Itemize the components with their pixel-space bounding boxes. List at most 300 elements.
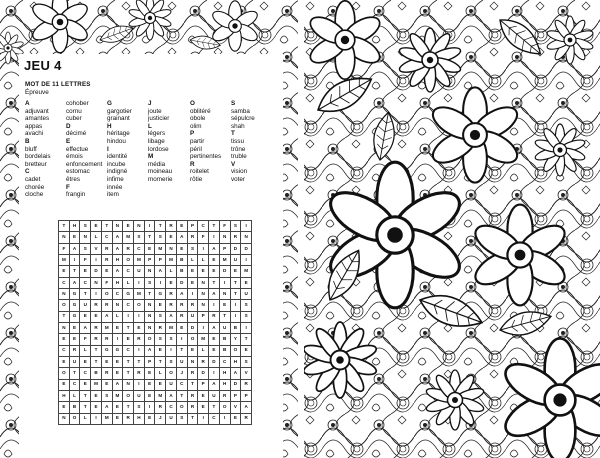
grid-cell[interactable]: R	[241, 379, 252, 390]
grid-cell[interactable]: E	[187, 266, 198, 277]
grid-cell[interactable]: C	[123, 345, 134, 356]
grid-cell[interactable]: T	[80, 402, 91, 413]
grid-cell[interactable]: E	[144, 379, 155, 390]
grid-cell[interactable]: R	[134, 334, 145, 345]
grid-cell[interactable]: E	[230, 413, 241, 424]
grid-cell[interactable]: N	[144, 322, 155, 333]
grid-cell[interactable]: I	[69, 254, 80, 265]
grid-cell[interactable]: E	[241, 345, 252, 356]
grid-cell[interactable]: O	[144, 334, 155, 345]
grid-cell[interactable]: C	[176, 379, 187, 390]
grid-cell[interactable]: A	[112, 379, 123, 390]
grid-cell[interactable]: I	[209, 232, 220, 243]
grid-cell[interactable]: L	[80, 413, 91, 424]
grid-cell[interactable]: M	[112, 390, 123, 401]
grid-cell[interactable]: I	[219, 413, 230, 424]
grid-cell[interactable]: U	[219, 322, 230, 333]
grid-cell[interactable]: D	[230, 243, 241, 254]
grid-cell[interactable]: R	[198, 356, 209, 367]
grid-cell[interactable]: T	[230, 277, 241, 288]
grid-cell[interactable]: F	[80, 254, 91, 265]
grid-cell[interactable]: I	[198, 413, 209, 424]
grid-cell[interactable]: G	[155, 288, 166, 299]
grid-cell[interactable]: E	[198, 390, 209, 401]
grid-cell[interactable]: L	[166, 266, 177, 277]
grid-cell[interactable]: E	[144, 413, 155, 424]
grid-cell[interactable]: N	[144, 311, 155, 322]
grid-cell[interactable]: F	[198, 232, 209, 243]
grid-cell[interactable]: T	[219, 311, 230, 322]
grid-cell[interactable]: N	[198, 277, 209, 288]
grid-cell[interactable]: G	[123, 288, 134, 299]
grid-cell[interactable]: A	[166, 311, 177, 322]
grid-cell[interactable]: L	[198, 254, 209, 265]
grid-cell[interactable]: N	[134, 221, 145, 232]
grid-cell[interactable]: T	[123, 368, 134, 379]
grid-cell[interactable]: I	[219, 277, 230, 288]
grid-cell[interactable]: E	[80, 311, 91, 322]
grid-cell[interactable]: S	[230, 221, 241, 232]
grid-cell[interactable]: O	[176, 402, 187, 413]
grid-cell[interactable]: T	[91, 345, 102, 356]
grid-cell[interactable]: E	[91, 402, 102, 413]
grid-cell[interactable]: U	[166, 379, 177, 390]
grid-cell[interactable]: A	[69, 243, 80, 254]
grid-cell[interactable]: T	[209, 402, 220, 413]
grid-cell[interactable]: E	[69, 232, 80, 243]
grid-cell[interactable]: I	[230, 300, 241, 311]
grid-cell[interactable]: N	[144, 266, 155, 277]
grid-cell[interactable]: O	[187, 334, 198, 345]
grid-cell[interactable]: S	[144, 277, 155, 288]
grid-cell[interactable]: I	[91, 413, 102, 424]
grid-cell[interactable]: E	[209, 266, 220, 277]
grid-cell[interactable]: T	[209, 277, 220, 288]
grid-cell[interactable]: C	[112, 288, 123, 299]
grid-cell[interactable]: R	[187, 300, 198, 311]
grid-cell[interactable]: N	[166, 243, 177, 254]
grid-cell[interactable]: C	[80, 368, 91, 379]
grid-cell[interactable]: U	[166, 413, 177, 424]
grid-cell[interactable]: E	[123, 221, 134, 232]
grid-cell[interactable]: M	[123, 232, 134, 243]
grid-cell[interactable]: T	[123, 322, 134, 333]
grid-cell[interactable]: C	[59, 277, 70, 288]
grid-cell[interactable]: I	[144, 402, 155, 413]
grid-cell[interactable]: M	[166, 322, 177, 333]
grid-cell[interactable]: A	[230, 368, 241, 379]
grid-cell[interactable]: R	[176, 311, 187, 322]
grid-cell[interactable]: P	[241, 390, 252, 401]
grid-cell[interactable]: N	[112, 300, 123, 311]
grid-cell[interactable]: S	[166, 356, 177, 367]
grid-cell[interactable]: U	[134, 390, 145, 401]
grid-cell[interactable]: S	[241, 356, 252, 367]
grid-cell[interactable]: H	[219, 368, 230, 379]
grid-cell[interactable]: E	[80, 356, 91, 367]
grid-cell[interactable]: T	[80, 390, 91, 401]
grid-cell[interactable]: E	[69, 334, 80, 345]
grid-cell[interactable]: O	[69, 413, 80, 424]
grid-cell[interactable]: A	[209, 243, 220, 254]
grid-cell[interactable]: I	[241, 322, 252, 333]
grid-cell[interactable]: N	[59, 232, 70, 243]
grid-cell[interactable]: A	[176, 288, 187, 299]
grid-cell[interactable]: T	[134, 356, 145, 367]
grid-cell[interactable]: N	[198, 288, 209, 299]
grid-cell[interactable]: T	[144, 288, 155, 299]
grid-cell[interactable]: S	[155, 311, 166, 322]
grid-cell[interactable]: E	[59, 402, 70, 413]
grid-cell[interactable]: R	[187, 402, 198, 413]
grid-cell[interactable]: R	[123, 243, 134, 254]
grid-cell[interactable]: M	[241, 266, 252, 277]
grid-cell[interactable]: E	[112, 322, 123, 333]
grid-cell[interactable]: R	[91, 300, 102, 311]
grid-cell[interactable]: S	[134, 402, 145, 413]
grid-cell[interactable]: P	[198, 379, 209, 390]
grid-cell[interactable]: E	[59, 334, 70, 345]
grid-cell[interactable]: E	[101, 356, 112, 367]
grid-cell[interactable]: T	[230, 288, 241, 299]
grid-cell[interactable]: T	[80, 288, 91, 299]
grid-cell[interactable]: R	[166, 288, 177, 299]
grid-cell[interactable]: A	[69, 277, 80, 288]
grid-cell[interactable]: V	[241, 368, 252, 379]
grid-cell[interactable]: U	[134, 266, 145, 277]
grid-cell[interactable]: L	[112, 311, 123, 322]
grid-cell[interactable]: O	[219, 402, 230, 413]
grid-cell[interactable]: M	[155, 390, 166, 401]
grid-cell[interactable]: T	[155, 221, 166, 232]
grid-cell[interactable]: I	[187, 288, 198, 299]
grid-cell[interactable]: E	[187, 277, 198, 288]
grid-cell[interactable]: B	[176, 266, 187, 277]
grid-cell[interactable]: R	[123, 413, 134, 424]
grid-cell[interactable]: R	[101, 243, 112, 254]
grid-cell[interactable]: O	[101, 288, 112, 299]
grid-cell[interactable]: H	[112, 254, 123, 265]
grid-cell[interactable]: P	[155, 254, 166, 265]
grid-cell[interactable]: L	[123, 277, 134, 288]
grid-cell[interactable]: N	[59, 288, 70, 299]
grid-cell[interactable]: R	[241, 413, 252, 424]
grid-cell[interactable]: T	[144, 232, 155, 243]
grid-cell[interactable]: A	[209, 288, 220, 299]
grid-cell[interactable]: P	[144, 254, 155, 265]
grid-cell[interactable]: R	[101, 300, 112, 311]
grid-cell[interactable]: T	[187, 413, 198, 424]
grid-cell[interactable]: R	[69, 345, 80, 356]
grid-cell[interactable]: A	[166, 390, 177, 401]
grid-cell[interactable]: I	[134, 379, 145, 390]
grid-cell[interactable]: I	[123, 311, 134, 322]
grid-cell[interactable]: M	[134, 288, 145, 299]
grid-cell[interactable]: I	[198, 243, 209, 254]
grid-cell[interactable]: L	[155, 368, 166, 379]
grid-cell[interactable]: N	[80, 232, 91, 243]
grid-cell[interactable]: V	[230, 402, 241, 413]
grid-cell[interactable]: E	[80, 379, 91, 390]
grid-cell[interactable]: N	[144, 300, 155, 311]
grid-cell[interactable]: I	[91, 288, 102, 299]
grid-cell[interactable]: S	[241, 311, 252, 322]
grid-cell[interactable]: E	[209, 334, 220, 345]
grid-cell[interactable]: S	[101, 390, 112, 401]
grid-cell[interactable]: H	[59, 390, 70, 401]
grid-cell[interactable]: E	[176, 221, 187, 232]
grid-cell[interactable]: D	[230, 379, 241, 390]
grid-cell[interactable]: V	[91, 243, 102, 254]
grid-cell[interactable]: C	[59, 345, 70, 356]
grid-cell[interactable]: I	[209, 300, 220, 311]
grid-cell[interactable]: R	[187, 368, 198, 379]
grid-cell[interactable]: I	[241, 221, 252, 232]
grid-cell[interactable]: I	[230, 311, 241, 322]
grid-cell[interactable]: E	[144, 243, 155, 254]
grid-cell[interactable]: D	[91, 266, 102, 277]
grid-cell[interactable]: T	[69, 266, 80, 277]
grid-cell[interactable]: E	[91, 390, 102, 401]
grid-cell[interactable]: O	[134, 300, 145, 311]
grid-cell[interactable]: T	[187, 379, 198, 390]
grid-cell[interactable]: M	[219, 254, 230, 265]
grid-cell[interactable]: H	[69, 221, 80, 232]
grid-cell[interactable]: T	[91, 356, 102, 367]
grid-cell[interactable]: R	[101, 254, 112, 265]
grid-cell[interactable]: A	[209, 379, 220, 390]
grid-cell[interactable]: D	[241, 243, 252, 254]
grid-cell[interactable]: A	[176, 232, 187, 243]
grid-cell[interactable]: I	[176, 334, 187, 345]
grid-cell[interactable]: F	[80, 334, 91, 345]
grid-cell[interactable]: C	[134, 243, 145, 254]
grid-cell[interactable]: C	[80, 277, 91, 288]
grid-cell[interactable]: E	[241, 277, 252, 288]
grid-cell[interactable]: A	[80, 322, 91, 333]
grid-cell[interactable]: O	[166, 368, 177, 379]
grid-cell[interactable]: E	[112, 368, 123, 379]
grid-cell[interactable]: N	[112, 221, 123, 232]
grid-cell[interactable]: E	[69, 322, 80, 333]
grid-cell[interactable]: T	[209, 221, 220, 232]
grid-cell[interactable]: A	[144, 345, 155, 356]
grid-cell[interactable]: L	[91, 232, 102, 243]
grid-cell[interactable]: E	[80, 266, 91, 277]
grid-cell[interactable]: H	[219, 379, 230, 390]
grid-cell[interactable]: N	[59, 322, 70, 333]
grid-cell[interactable]: R	[91, 322, 102, 333]
grid-cell[interactable]: G	[69, 311, 80, 322]
grid-cell[interactable]: M	[91, 379, 102, 390]
grid-cell[interactable]: E	[209, 345, 220, 356]
grid-cell[interactable]: I	[134, 277, 145, 288]
grid-cell[interactable]: E	[198, 402, 209, 413]
grid-cell[interactable]: S	[80, 221, 91, 232]
grid-cell[interactable]: E	[144, 390, 155, 401]
grid-cell[interactable]: T	[155, 356, 166, 367]
grid-cell[interactable]: U	[230, 254, 241, 265]
grid-cell[interactable]: N	[187, 356, 198, 367]
grid-cell[interactable]: H	[230, 356, 241, 367]
grid-cell[interactable]: P	[219, 243, 230, 254]
grid-cell[interactable]: S	[80, 243, 91, 254]
grid-cell[interactable]: E	[59, 356, 70, 367]
grid-cell[interactable]: R	[101, 334, 112, 345]
grid-cell[interactable]: O	[123, 390, 134, 401]
grid-cell[interactable]: E	[198, 266, 209, 277]
grid-cell[interactable]: E	[155, 345, 166, 356]
grid-cell[interactable]: R	[230, 232, 241, 243]
grid-cell[interactable]: I	[155, 277, 166, 288]
grid-cell[interactable]: C	[198, 221, 209, 232]
grid-cell[interactable]: C	[209, 413, 220, 424]
grid-cell[interactable]: T	[69, 368, 80, 379]
grid-cell[interactable]: S	[166, 334, 177, 345]
grid-cell[interactable]: I	[134, 311, 145, 322]
grid-cell[interactable]: E	[230, 266, 241, 277]
grid-cell[interactable]: S	[241, 300, 252, 311]
grid-cell[interactable]: E	[155, 379, 166, 390]
grid-cell[interactable]: I	[134, 345, 145, 356]
grid-cell[interactable]: I	[91, 254, 102, 265]
grid-cell[interactable]: A	[155, 266, 166, 277]
grid-cell[interactable]: R	[209, 311, 220, 322]
grid-cell[interactable]: N	[219, 232, 230, 243]
grid-cell[interactable]: B	[69, 402, 80, 413]
grid-cell[interactable]: L	[80, 345, 91, 356]
grid-cell[interactable]: E	[166, 232, 177, 243]
grid-cell[interactable]: L	[69, 390, 80, 401]
grid-cell[interactable]: O	[59, 368, 70, 379]
grid-cell[interactable]: E	[176, 243, 187, 254]
grid-cell[interactable]: M	[198, 334, 209, 345]
grid-cell[interactable]: B	[176, 254, 187, 265]
grid-cell[interactable]: C	[123, 266, 134, 277]
grid-cell[interactable]: O	[230, 345, 241, 356]
grid-cell[interactable]: A	[112, 266, 123, 277]
grid-cell[interactable]: Y	[230, 334, 241, 345]
grid-cell[interactable]: L	[198, 345, 209, 356]
grid-cell[interactable]: E	[144, 368, 155, 379]
grid-cell[interactable]: B	[230, 322, 241, 333]
grid-cell[interactable]: S	[176, 413, 187, 424]
grid-cell[interactable]: P	[230, 390, 241, 401]
grid-cell[interactable]: U	[176, 356, 187, 367]
grid-cell[interactable]: N	[241, 232, 252, 243]
grid-cell[interactable]: M	[101, 413, 112, 424]
grid-cell[interactable]: F	[101, 277, 112, 288]
grid-cell[interactable]: E	[155, 300, 166, 311]
grid-cell[interactable]: E	[134, 322, 145, 333]
grid-cell[interactable]: E	[187, 345, 198, 356]
grid-cell[interactable]: R	[155, 402, 166, 413]
grid-cell[interactable]: I	[144, 221, 155, 232]
grid-cell[interactable]: G	[112, 345, 123, 356]
grid-cell[interactable]: I	[241, 254, 252, 265]
grid-cell[interactable]: U	[187, 311, 198, 322]
grid-cell[interactable]: C	[123, 300, 134, 311]
grid-cell[interactable]: A	[112, 232, 123, 243]
grid-cell[interactable]: E	[176, 322, 187, 333]
grid-cell[interactable]: A	[241, 402, 252, 413]
grid-cell[interactable]: R	[155, 322, 166, 333]
grid-cell[interactable]: C	[219, 356, 230, 367]
grid-cell[interactable]: E	[112, 356, 123, 367]
grid-cell[interactable]: B	[91, 368, 102, 379]
grid-cell[interactable]: S	[134, 232, 145, 243]
grid-cell[interactable]: T	[59, 311, 70, 322]
grid-cell[interactable]: D	[198, 368, 209, 379]
grid-cell[interactable]: R	[187, 390, 198, 401]
grid-cell[interactable]: R	[166, 300, 177, 311]
grid-cell[interactable]: D	[209, 356, 220, 367]
grid-cell[interactable]: P	[187, 221, 198, 232]
grid-cell[interactable]: H	[112, 277, 123, 288]
grid-cell[interactable]: A	[112, 243, 123, 254]
grid-cell[interactable]: D	[176, 277, 187, 288]
grid-cell[interactable]: D	[219, 266, 230, 277]
grid-cell[interactable]: E	[91, 221, 102, 232]
grid-cell[interactable]: F	[219, 221, 230, 232]
grid-cell[interactable]: E	[112, 402, 123, 413]
grid-cell[interactable]: B	[219, 334, 230, 345]
grid-cell[interactable]: J	[155, 413, 166, 424]
grid-cell[interactable]: C	[101, 232, 112, 243]
grid-cell[interactable]: N	[59, 413, 70, 424]
grid-cell[interactable]: A	[101, 402, 112, 413]
grid-cell[interactable]: C	[69, 379, 80, 390]
grid-cell[interactable]: T	[176, 390, 187, 401]
grid-cell[interactable]: N	[123, 379, 134, 390]
grid-cell[interactable]: R	[176, 300, 187, 311]
grid-cell[interactable]: P	[144, 356, 155, 367]
grid-cell[interactable]: M	[101, 322, 112, 333]
grid-cell[interactable]: S	[155, 232, 166, 243]
grid-cell[interactable]: R	[91, 334, 102, 345]
grid-cell[interactable]: T	[101, 221, 112, 232]
grid-cell[interactable]: G	[101, 345, 112, 356]
grid-cell[interactable]: G	[69, 288, 80, 299]
grid-cell[interactable]: C	[166, 402, 177, 413]
grid-cell[interactable]: L	[187, 254, 198, 265]
grid-cell[interactable]: E	[219, 300, 230, 311]
grid-cell[interactable]: R	[187, 232, 198, 243]
grid-cell[interactable]: R	[219, 390, 230, 401]
grid-cell[interactable]: M	[166, 254, 177, 265]
grid-cell[interactable]: I	[166, 345, 177, 356]
grid-cell[interactable]: D	[187, 322, 198, 333]
grid-cell[interactable]: R	[101, 368, 112, 379]
grid-cell[interactable]: E	[209, 254, 220, 265]
grid-cell[interactable]: N	[219, 288, 230, 299]
grid-cell[interactable]: E	[101, 266, 112, 277]
grid-cell[interactable]: U	[209, 390, 220, 401]
grid-cell[interactable]: B	[219, 345, 230, 356]
grid-cell[interactable]: G	[69, 300, 80, 311]
grid-cell[interactable]: U	[69, 356, 80, 367]
grid-cell[interactable]: S	[155, 334, 166, 345]
grid-cell[interactable]: E	[112, 413, 123, 424]
grid-cell[interactable]: U	[80, 300, 91, 311]
grid-cell[interactable]: N	[91, 277, 102, 288]
grid-cell[interactable]: N	[198, 300, 209, 311]
grid-cell[interactable]: O	[59, 300, 70, 311]
grid-cell[interactable]: A	[209, 322, 220, 333]
grid-cell[interactable]: E	[59, 266, 70, 277]
grid-cell[interactable]: I	[112, 334, 123, 345]
grid-cell[interactable]: T	[59, 221, 70, 232]
